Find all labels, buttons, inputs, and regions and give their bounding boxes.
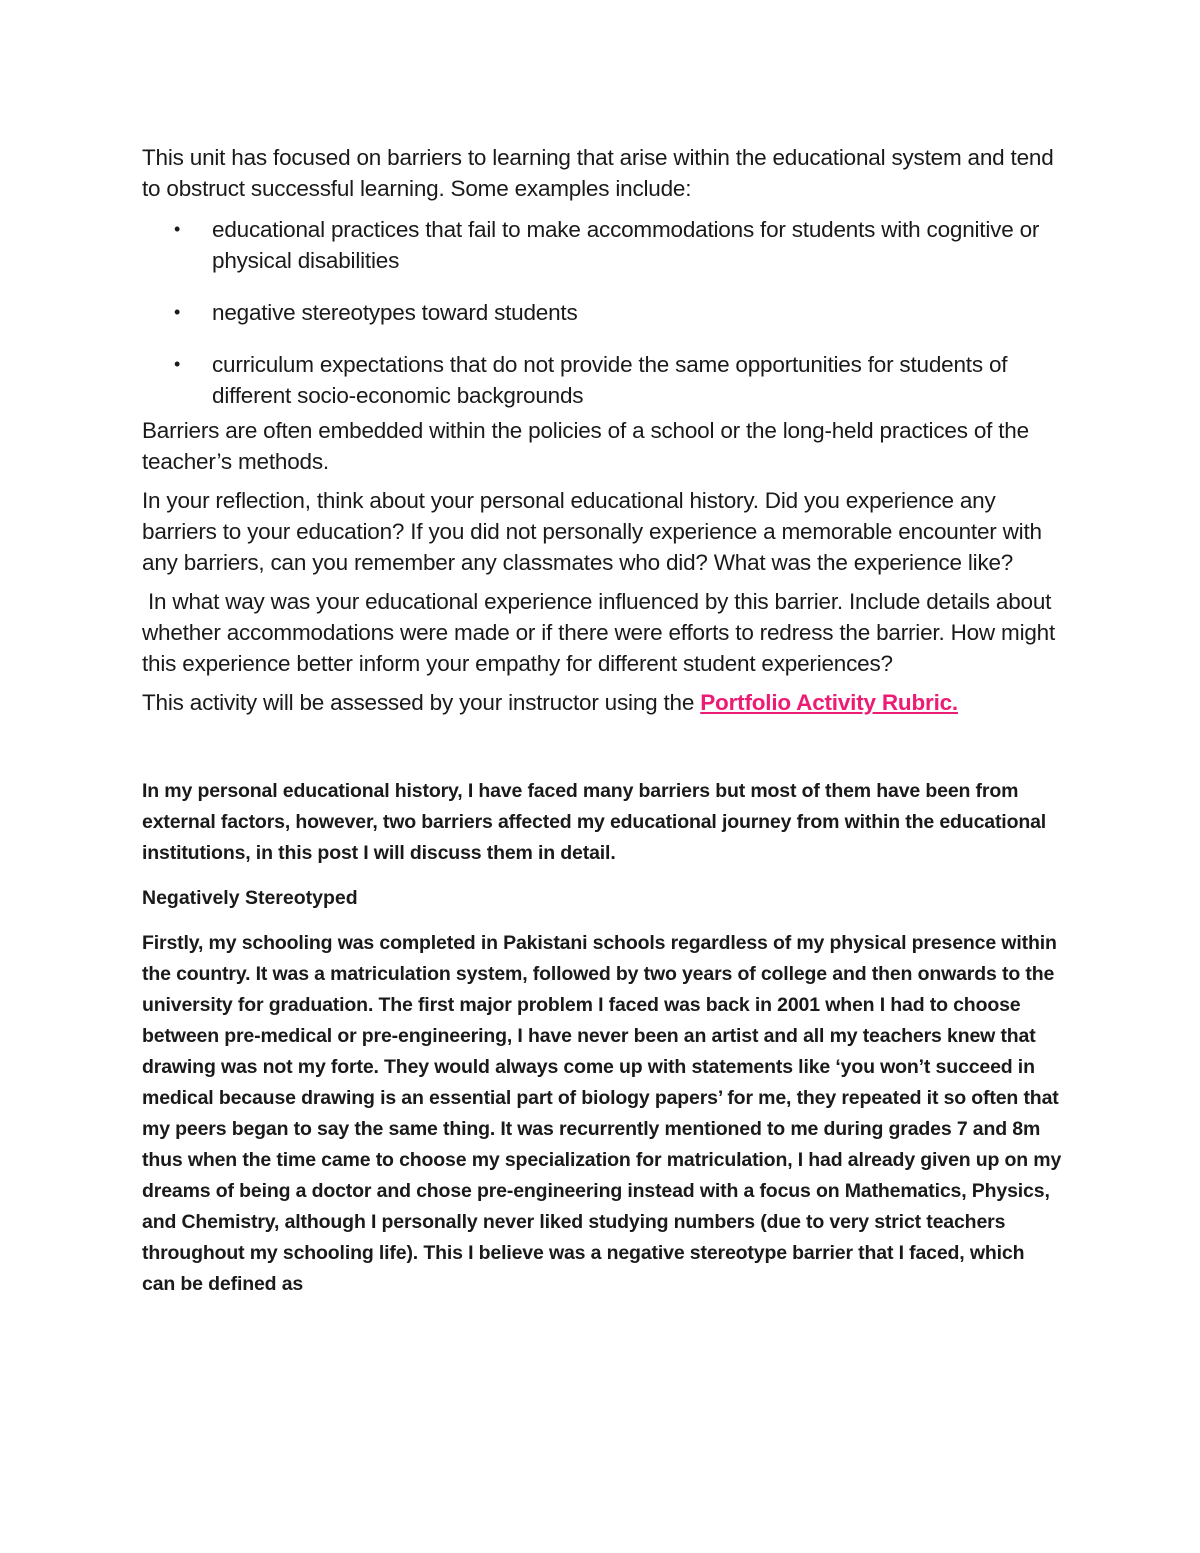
barrier-examples-list (142, 214, 1062, 411)
student-response (142, 776, 1062, 1300)
assessment-text: This activity will be assessed by your instructor using the (142, 690, 701, 715)
list-item (174, 349, 1062, 411)
portfolio-rubric-link[interactable]: Portfolio Activity Rubric. (700, 690, 958, 715)
bullet-icon: • (174, 354, 181, 374)
list-item-text: curriculum expectations that do not provide the same opportunities for students of different socio-economic backgrounds (212, 352, 1008, 408)
section-heading: Negatively Stereotyped (142, 887, 358, 909)
bullet-icon: • (174, 219, 181, 239)
prompt-assessment-paragraph (142, 687, 1062, 718)
list-item-text: educational practices that fail to make accommodations for students with cognitive or physical disabilities (212, 217, 1040, 273)
prompt-intro: This unit has focused on barriers to learning that arise within the educational system and tend to obstruct successful learning. Some examples include: (142, 145, 1054, 201)
response-body: Firstly, my schooling was completed in Pakistani schools regardless of my physical presence within the country. It was a matriculation system, followed by two years of college and then onwards to the university for graduation. The first major problem I faced was back in 2001 when I had to choose between pre-medical or pre-engineering, I have never been an artist and all my teachers knew that drawing was not my forte. They would always come up with statements like ‘you won’t succeed in medical because drawing is an essential part of biology papers’ for me, they repeated it so often that my peers began to say the same thing. It was recurrently mentioned to me during grades 7 and 8m thus when the time came to choose my specialization for matriculation, I had already given up on my dreams of being a doctor and chose pre-engineering instead with a focus on Mathematics, Physics, and Chemistry, although I personally never liked studying numbers (due to very strict teachers throughout my schooling life). This I believe was a negative stereotype barrier that I faced, which can be defined as (142, 932, 1062, 1295)
prompt-influence-text: In what way was your educational experience influenced by this barrier. Include details about whether accommodations were made or if there were efforts to redress the barrier. How might this experience better inform your empathy for different student experiences? (142, 589, 1056, 676)
bullet-icon: • (174, 302, 181, 322)
assignment-prompt (142, 142, 1062, 718)
response-intro: In my personal educational history, I have faced many barriers but most of them have been from external factors, however, two barriers affected my educational journey from within the educational institutions, in this post I will discuss them in detail. (142, 780, 1047, 864)
prompt-barriers-paragraph: Barriers are often embedded within the policies of a school or the long-held practices of the teacher’s methods. (142, 418, 1029, 474)
list-item-text: negative stereotypes toward students (212, 300, 578, 325)
prompt-influence-paragraph (142, 586, 1062, 679)
list-item (174, 214, 1062, 276)
prompt-reflection-paragraph: In your reflection, think about your personal educational history. Did you experience any barriers to your education? If you did not personally experience a memorable encounter with any barriers, can you remember any classmates who did? What was the experience like? (142, 488, 1042, 575)
list-item (174, 297, 1062, 328)
document-content (142, 142, 1062, 1314)
